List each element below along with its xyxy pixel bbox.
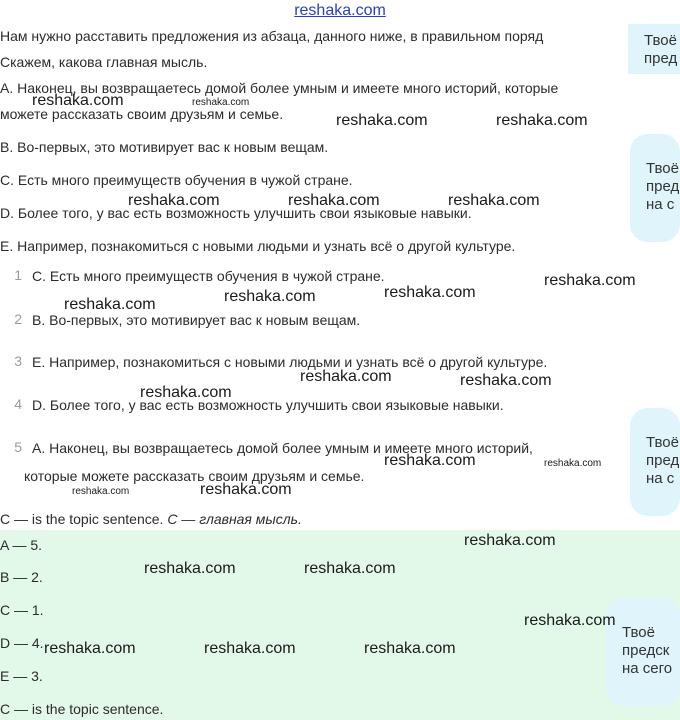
- side-card[interactable]: [630, 408, 680, 516]
- watermark: reshaka.com: [144, 560, 236, 577]
- side-card-line: предск: [622, 642, 670, 659]
- watermark: reshaka.com: [336, 112, 428, 129]
- answer-line: E — 3.: [0, 668, 43, 684]
- watermark: reshaka.com: [384, 284, 476, 301]
- ordered-item: C. Есть много преимуществ обучения в чужой стране.: [32, 268, 385, 284]
- summary-ru: C — главная мысль.: [167, 511, 302, 527]
- side-card-line: пред: [646, 178, 680, 195]
- ordered-number: 3: [14, 353, 22, 369]
- watermark: reshaka.com: [496, 112, 588, 129]
- watermark: reshaka.com: [128, 192, 220, 209]
- ordered-item-cont: которые можете рассказать своим друзьям и семье.: [24, 468, 365, 484]
- watermark: reshaka.com: [364, 640, 456, 657]
- sentence-a: A. Наконец, вы возвращаетесь домой более умным и имеете много историй, которые: [0, 80, 559, 96]
- side-card-line: на с: [646, 196, 675, 213]
- ordered-item: B. Во-первых, это мотивирует вас к новым вещам.: [32, 312, 361, 328]
- watermark: reshaka.com: [44, 640, 136, 657]
- side-card-line: на с: [646, 470, 675, 487]
- watermark: reshaka.com: [72, 486, 130, 497]
- side-card[interactable]: [606, 598, 680, 706]
- watermark: reshaka.com: [32, 92, 124, 109]
- ordered-item: D. Более того, у вас есть возможность улучшить свои языковые навыки.: [32, 397, 504, 413]
- sentence-b: B. Во-первых, это мотивирует вас к новым вещам.: [0, 139, 329, 155]
- task-question: Скажем, какова главная мысль.: [0, 54, 208, 70]
- watermark: reshaka.com: [304, 560, 396, 577]
- watermark: reshaka.com: [460, 372, 552, 389]
- ordered-number: 4: [14, 396, 22, 412]
- watermark: reshaka.com: [544, 272, 636, 289]
- answer-line: D — 4.: [0, 635, 44, 651]
- side-card-line: Твоё: [644, 32, 677, 49]
- ordered-item: A. Наконец, вы возвращаетесь домой более умным и имеете много историй,: [32, 440, 533, 456]
- side-card-line: Твоё: [646, 160, 679, 177]
- side-card[interactable]: [630, 134, 680, 242]
- side-card[interactable]: [628, 24, 680, 74]
- answer-line: C — 1.: [0, 602, 44, 618]
- watermark: reshaka.com: [140, 384, 232, 401]
- answer-line: B — 2.: [0, 569, 43, 585]
- site-link[interactable]: reshaka.com: [294, 2, 386, 19]
- ordered-number: 1: [14, 267, 22, 283]
- watermark: reshaka.com: [64, 296, 156, 313]
- ordered-number: 5: [14, 439, 22, 455]
- watermark: reshaka.com: [544, 458, 602, 469]
- watermark: reshaka.com: [288, 192, 380, 209]
- side-card-line: Твоё: [622, 624, 655, 641]
- watermark: reshaka.com: [464, 532, 556, 549]
- watermark: reshaka.com: [200, 481, 292, 498]
- watermark: reshaka.com: [384, 452, 476, 469]
- sentence-c: C. Есть много преимуществ обучения в чужой стране.: [0, 172, 353, 188]
- summary-line: [0, 510, 302, 528]
- watermark: reshaka.com: [192, 97, 250, 108]
- ordered-item: E. Например, познакомиться с новыми людьми и узнать всё о другой культуре.: [32, 354, 548, 370]
- ordered-number: 2: [14, 311, 22, 327]
- watermark: reshaka.com: [448, 192, 540, 209]
- sentence-d: D. Более того, у вас есть возможность улучшить свои языковые навыки.: [0, 205, 472, 221]
- side-card-line: пред: [644, 50, 678, 67]
- watermark: reshaka.com: [300, 368, 392, 385]
- task-intro: Нам нужно расставить предложения из абзаца, данного ниже, в правильном поряд: [0, 28, 544, 44]
- answer-line: A — 5.: [0, 537, 43, 553]
- side-card-line: Твоё: [646, 434, 679, 451]
- answer-line: C — is the topic sentence.: [0, 701, 164, 717]
- sentence-a-cont: можете рассказать своим друзьям и семье.: [0, 106, 284, 122]
- summary-en: C — is the topic sentence.: [0, 511, 164, 527]
- side-card-line: на сего: [622, 660, 673, 677]
- sentence-e: E. Например, познакомиться с новыми людьми и узнать всё о другой культуре.: [0, 238, 516, 254]
- watermark: reshaka.com: [204, 640, 296, 657]
- side-card-line: пред: [646, 452, 680, 469]
- watermark: reshaka.com: [524, 612, 616, 629]
- watermark: reshaka.com: [224, 288, 316, 305]
